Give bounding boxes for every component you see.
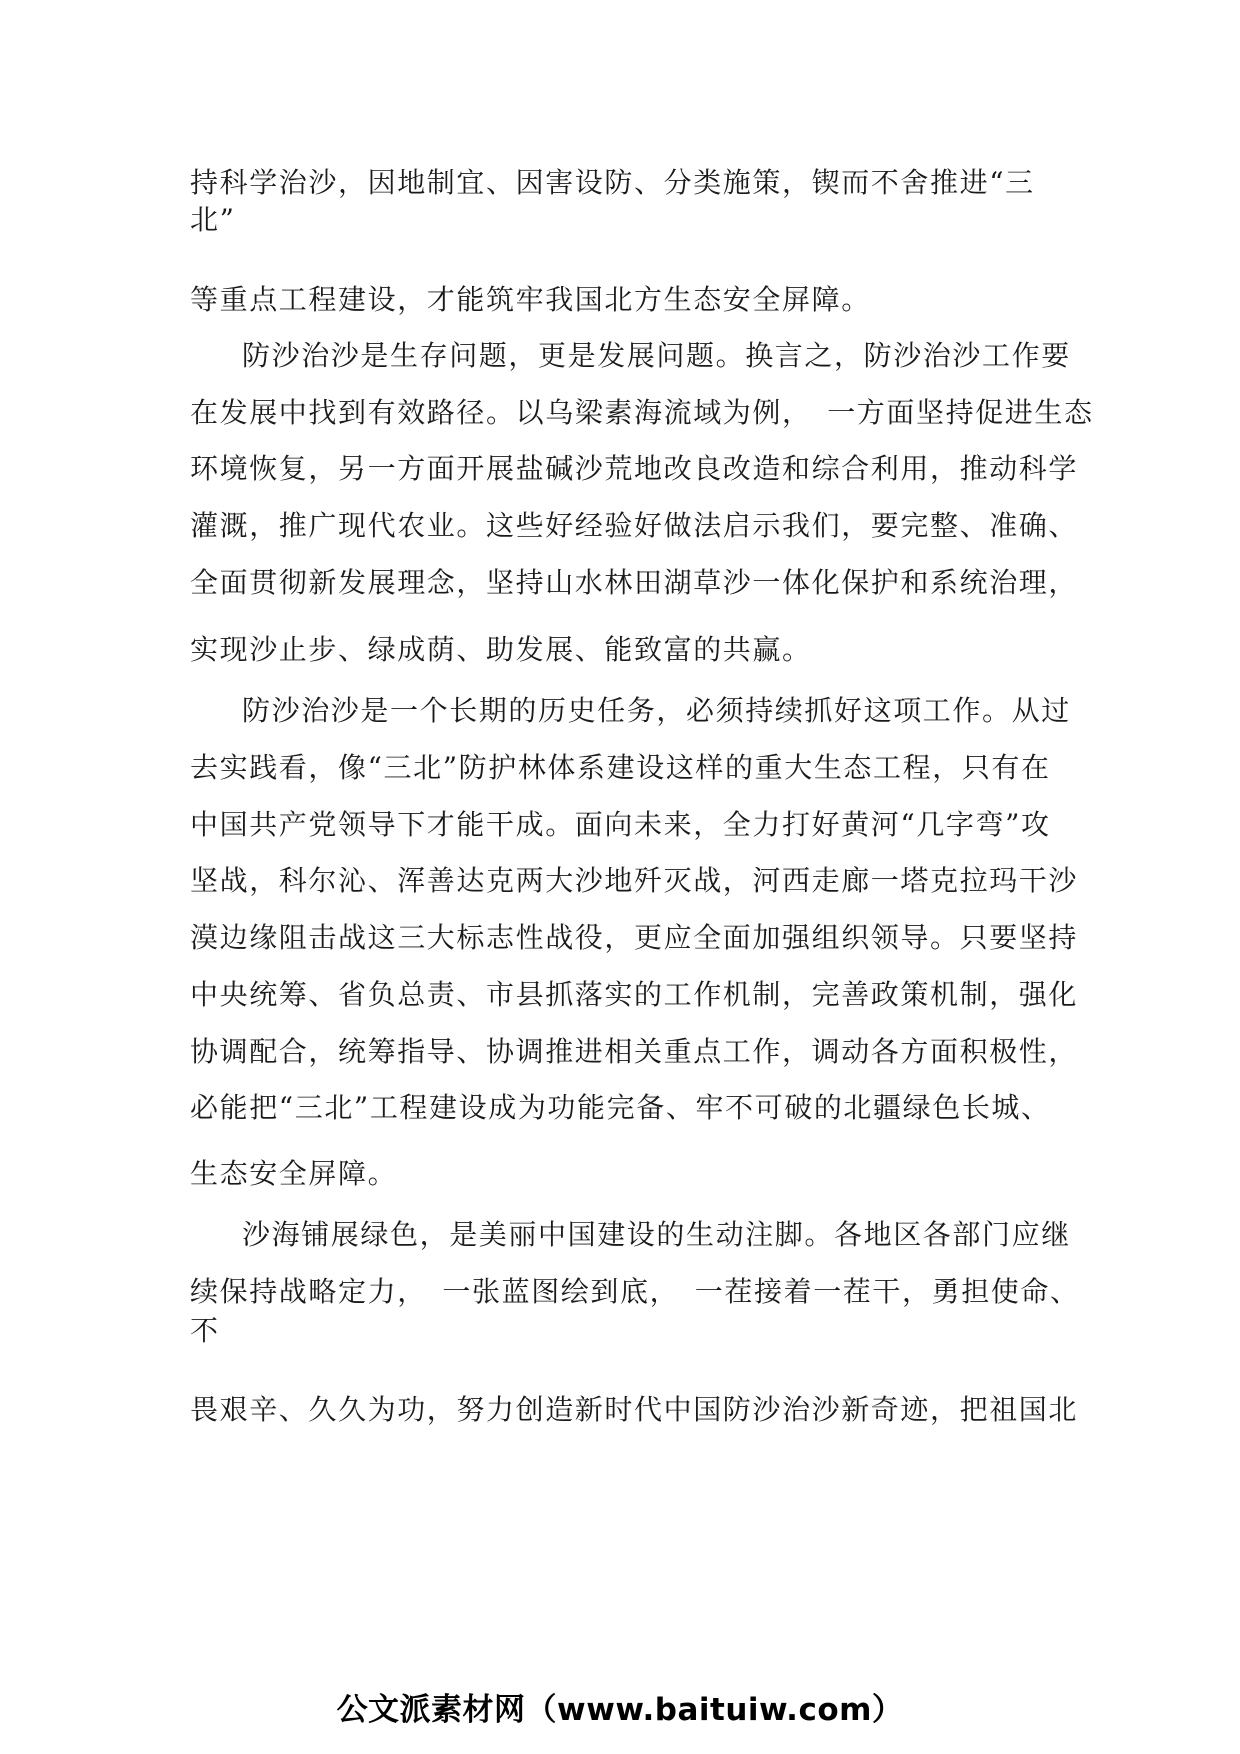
text-line: 不: [190, 1314, 220, 1347]
paragraph-start: 防沙治沙是生存问题，更是发展问题。换言之，防沙治沙工作要: [242, 339, 1071, 372]
text-line: 北”: [190, 203, 236, 236]
text-line: 中央统筹、省负总责、市县抓落实的工作机制，完善政策机制，强化: [190, 978, 1079, 1011]
paragraph-start: 沙海铺展绿色，是美丽中国建设的生动注脚。各地区各部门应继: [242, 1218, 1071, 1251]
text-line: 协调配合，统筹指导、协调推进相关重点工作，调动各方面积极性，: [190, 1035, 1079, 1068]
text-line: 环境恢复，另一方面开展盐碱沙荒地改良改造和综合利用，推动科学: [190, 452, 1079, 485]
footer-source-label: 公文派素材网（www.baituiw.com）: [336, 1692, 904, 1728]
text-line: 去实践看，像“三北”防护林体系建设这样的重大生态工程，只有在: [190, 751, 1051, 784]
text-line: 等重点工程建设，才能筑牢我国北方生态安全屏障。: [190, 283, 871, 316]
text-line: 续保持战略定力， 一张蓝图绘到底， 一茬接着一茬干，勇担使命、: [190, 1275, 1080, 1308]
text-line: 在发展中找到有效路径。以乌梁素海流域为例， 一方面坚持促进生态: [190, 396, 1094, 429]
text-line: 灌溉，推广现代农业。这些好经验好做法启示我们，要完整、准确、: [190, 509, 1079, 542]
text-line: 全面贯彻新发展理念，坚持山水林田湖草沙一体化保护和系统治理，: [190, 566, 1079, 599]
paragraph-start: 防沙治沙是一个长期的历史任务，必须持续抓好这项工作。从过: [242, 694, 1071, 727]
text-line: 畏艰辛、久久为功，努力创造新时代中国防沙治沙新奇迹，把祖国北: [190, 1393, 1079, 1426]
text-line: 实现沙止步、绿成荫、助发展、能致富的共赢。: [190, 633, 812, 666]
text-line: 坚战，科尔沁、浑善达克两大沙地歼灭战，河西走廊一塔克拉玛干沙: [190, 864, 1079, 897]
text-line: 持科学治沙，因地制宜、因害设防、分类施策，锲而不舍推进“三: [190, 166, 1035, 199]
text-line: 漠边缘阻击战这三大标志性战役，更应全面加强组织领导。只要坚持: [190, 921, 1079, 954]
text-line: 中国共产党领导下才能干成。面向未来，全力打好黄河“几字弯”攻: [190, 808, 1051, 841]
text-line: 必能把“三北”工程建设成为功能完备、牢不可破的北疆绿色长城、: [190, 1091, 1051, 1124]
text-line: 生态安全屏障。: [190, 1157, 398, 1190]
